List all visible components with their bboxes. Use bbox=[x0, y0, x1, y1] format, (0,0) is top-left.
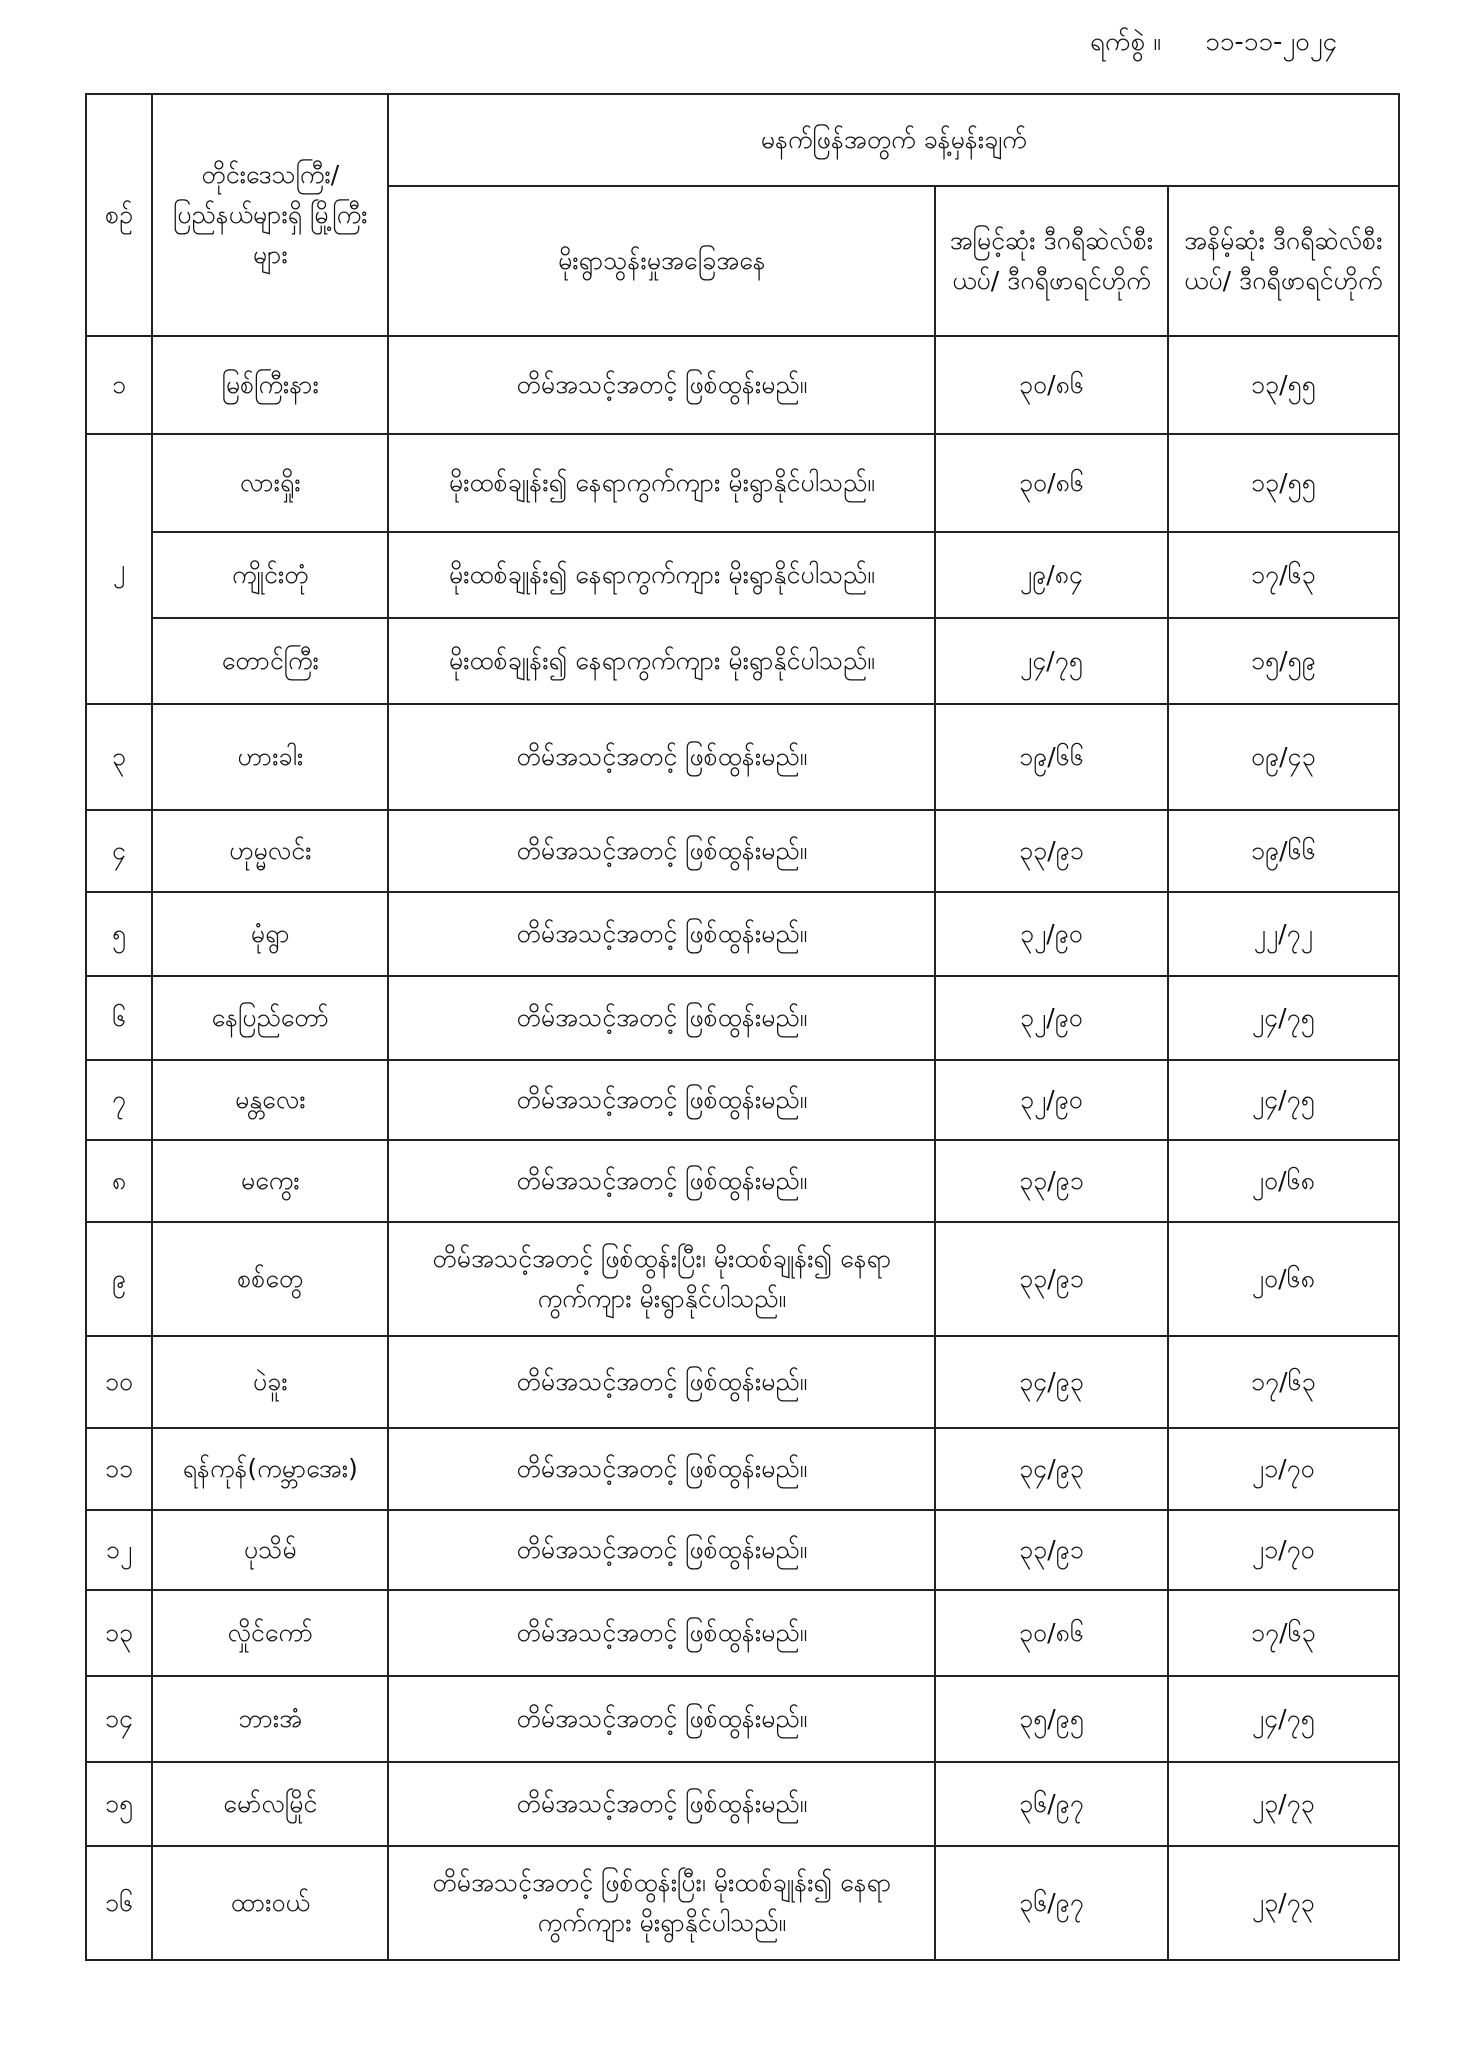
row-min: ၁၅/၅၉ bbox=[1168, 618, 1399, 704]
row-min: ၁၃/၅၅ bbox=[1168, 336, 1399, 434]
row-city: ဟုမ္မလင်း bbox=[152, 810, 388, 892]
row-no: ၁၁ bbox=[86, 1428, 152, 1510]
row-min: ၁၇/၆၃ bbox=[1168, 532, 1399, 618]
table-row bbox=[86, 336, 1399, 434]
row-city: ပဲခူး bbox=[152, 1336, 388, 1428]
row-max: ၃၀/၈၆ bbox=[935, 336, 1167, 434]
table-row bbox=[86, 532, 1399, 618]
row-no: ၇ bbox=[86, 1060, 152, 1140]
row-condition: တိမ်အသင့်အတင့် ဖြစ်ထွန်းမည်။ bbox=[388, 1510, 935, 1590]
row-condition: တိမ်အသင့်အတင့် ဖြစ်ထွန်းမည်။ bbox=[388, 1060, 935, 1140]
row-no: ၁၂ bbox=[86, 1510, 152, 1590]
table-row bbox=[86, 810, 1399, 892]
row-city: လားရှိုး bbox=[152, 434, 388, 532]
row-min: ၁၉/၆၆ bbox=[1168, 810, 1399, 892]
row-max: ၃၃/၉၁ bbox=[935, 810, 1167, 892]
row-condition: တိမ်အသင့်အတင့် ဖြစ်ထွန်းမည်။ bbox=[388, 1336, 935, 1428]
header-forecast-group: မနက်ဖြန်အတွက် ခန့်မှန်းချက် bbox=[388, 94, 1399, 186]
table-row bbox=[86, 618, 1399, 704]
row-condition: တိမ်အသင့်အတင့် ဖြစ်ထွန်းမည်။ bbox=[388, 1140, 935, 1222]
row-no: ၁၀ bbox=[86, 1336, 152, 1428]
row-no: ၁၅ bbox=[86, 1762, 152, 1846]
table-row bbox=[86, 1676, 1399, 1762]
row-city: ရန်ကုန်(ကမ္ဘာအေး) bbox=[152, 1428, 388, 1510]
row-no: ၈ bbox=[86, 1140, 152, 1222]
row-no: ၆ bbox=[86, 976, 152, 1060]
row-city: ဘားအံ bbox=[152, 1676, 388, 1762]
row-condition: တိမ်အသင့်အတင့် ဖြစ်ထွန်းမည်။ bbox=[388, 1762, 935, 1846]
row-city: မကွေး bbox=[152, 1140, 388, 1222]
row-city: ပုသိမ် bbox=[152, 1510, 388, 1590]
row-no: ၁၃ bbox=[86, 1590, 152, 1676]
row-condition: တိမ်အသင့်အတင့် ဖြစ်ထွန်းပြီး၊ မိုးထစ်ချုန်း၍ နေရာကွက်ကျား မိုးရွာနိုင်ပါသည်။ bbox=[388, 1846, 935, 1960]
header-no: စဉ် bbox=[86, 94, 152, 336]
row-no: ၁၄ bbox=[86, 1676, 152, 1762]
table-row bbox=[86, 1510, 1399, 1590]
row-max: ၃၂/၉၀ bbox=[935, 976, 1167, 1060]
row-condition: တိမ်အသင့်အတင့် ဖြစ်ထွန်းမည်။ bbox=[388, 336, 935, 434]
table-row bbox=[86, 704, 1399, 810]
table-row bbox=[86, 1846, 1399, 1960]
row-min: ၂၄/၇၅ bbox=[1168, 976, 1399, 1060]
row-city: မော်လမြိုင် bbox=[152, 1762, 388, 1846]
row-city: နေပြည်တော် bbox=[152, 976, 388, 1060]
row-max: ၃၀/၈၆ bbox=[935, 434, 1167, 532]
row-max: ၃၆/၉၇ bbox=[935, 1846, 1167, 1960]
row-city: စစ်တွေ bbox=[152, 1222, 388, 1336]
row-max: ၃၂/၉၀ bbox=[935, 892, 1167, 976]
row-max: ၃၃/၉၁ bbox=[935, 1222, 1167, 1336]
header-city: တိုင်းဒေသကြီး/ ပြည်နယ်များရှိ မြို့ကြီးများ bbox=[152, 94, 388, 336]
row-no: ၃ bbox=[86, 704, 152, 810]
row-min: ၁၇/၆၃ bbox=[1168, 1336, 1399, 1428]
row-min: ၁၇/၆၃ bbox=[1168, 1590, 1399, 1676]
table-row bbox=[86, 1222, 1399, 1336]
row-condition: မိုးထစ်ချုန်း၍ နေရာကွက်ကျား မိုးရွာနိုင်ပါသည်။ bbox=[388, 434, 935, 532]
row-city: မန္တလေး bbox=[152, 1060, 388, 1140]
row-condition: တိမ်အသင့်အတင့် ဖြစ်ထွန်းမည်။ bbox=[388, 810, 935, 892]
header-max-temp: အမြင့်ဆုံး ဒီဂရီဆဲလ်စီးယပ်/ ဒီဂရီဖာရင်ဟိုက် bbox=[935, 186, 1167, 336]
table-row bbox=[86, 434, 1399, 532]
row-max: ၃၆/၉၇ bbox=[935, 1762, 1167, 1846]
row-max: ၂၉/၈၄ bbox=[935, 532, 1167, 618]
row-max: ၃၃/၉၁ bbox=[935, 1510, 1167, 1590]
row-min: ၂၁/၇၀ bbox=[1168, 1428, 1399, 1510]
row-no: ၂ bbox=[86, 434, 152, 704]
row-min: ၂၄/၇၅ bbox=[1168, 1676, 1399, 1762]
row-min: ၂၁/၇၀ bbox=[1168, 1510, 1399, 1590]
row-city: တောင်ကြီး bbox=[152, 618, 388, 704]
row-max: ၃၀/၈၆ bbox=[935, 1590, 1167, 1676]
header-min-temp: အနိမ့်ဆုံး ဒီဂရီဆဲလ်စီးယပ်/ ဒီဂရီဖာရင်ဟိုက် bbox=[1168, 186, 1399, 336]
row-city: ကျိုင်းတုံ bbox=[152, 532, 388, 618]
row-min: ၂၃/၇၃ bbox=[1168, 1846, 1399, 1960]
row-min: ၂၀/၆၈ bbox=[1168, 1140, 1399, 1222]
row-city: မုံရွာ bbox=[152, 892, 388, 976]
row-condition: တိမ်အသင့်အတင့် ဖြစ်ထွန်းမည်။ bbox=[388, 892, 935, 976]
row-city: မြစ်ကြီးနား bbox=[152, 336, 388, 434]
row-no: ၁ bbox=[86, 336, 152, 434]
table-row bbox=[86, 1336, 1399, 1428]
row-min: ၂၄/၇၅ bbox=[1168, 1060, 1399, 1140]
row-city: ဟားခါး bbox=[152, 704, 388, 810]
row-condition: တိမ်အသင့်အတင့် ဖြစ်ထွန်းမည်။ bbox=[388, 1590, 935, 1676]
row-condition: တိမ်အသင့်အတင့် ဖြစ်ထွန်းမည်။ bbox=[388, 976, 935, 1060]
table-row bbox=[86, 1428, 1399, 1510]
row-min: ၀၉/၄၃ bbox=[1168, 704, 1399, 810]
table-row bbox=[86, 1060, 1399, 1140]
row-min: ၁၃/၅၅ bbox=[1168, 434, 1399, 532]
row-max: ၃၄/၉၃ bbox=[935, 1428, 1167, 1510]
table-row bbox=[86, 1590, 1399, 1676]
row-city: လှိုင်ကော် bbox=[152, 1590, 388, 1676]
row-max: ၃၅/၉၅ bbox=[935, 1676, 1167, 1762]
forecast-table bbox=[85, 93, 1400, 1961]
row-min: ၂၃/၇၃ bbox=[1168, 1762, 1399, 1846]
row-max: ၃၄/၉၃ bbox=[935, 1336, 1167, 1428]
header-condition: မိုးရွာသွန်းမှုအခြေအနေ bbox=[388, 186, 935, 336]
row-condition: မိုးထစ်ချုန်း၍ နေရာကွက်ကျား မိုးရွာနိုင်ပါသည်။ bbox=[388, 532, 935, 618]
row-max: ၂၄/၇၅ bbox=[935, 618, 1167, 704]
row-condition: မိုးထစ်ချုန်း၍ နေရာကွက်ကျား မိုးရွာနိုင်ပါသည်။ bbox=[388, 618, 935, 704]
row-city: ထားဝယ် bbox=[152, 1846, 388, 1960]
date-value: ၁၁-၁၁-၂၀၂၄ bbox=[1205, 27, 1338, 57]
row-no: ၁၆ bbox=[86, 1846, 152, 1960]
row-no: ၉ bbox=[86, 1222, 152, 1336]
row-condition: တိမ်အသင့်အတင့် ဖြစ်ထွန်းမည်။ bbox=[388, 704, 935, 810]
row-no: ၅ bbox=[86, 892, 152, 976]
row-no: ၄ bbox=[86, 810, 152, 892]
row-min: ၂၀/၆၈ bbox=[1168, 1222, 1399, 1336]
date-line bbox=[1090, 24, 1337, 63]
row-max: ၁၉/၆၆ bbox=[935, 704, 1167, 810]
table-row bbox=[86, 1762, 1399, 1846]
row-condition: တိမ်အသင့်အတင့် ဖြစ်ထွန်းမည်။ bbox=[388, 1428, 935, 1510]
row-min: ၂၂/၇၂ bbox=[1168, 892, 1399, 976]
row-max: ၃၃/၉၁ bbox=[935, 1140, 1167, 1222]
table-row bbox=[86, 976, 1399, 1060]
row-condition: တိမ်အသင့်အတင့် ဖြစ်ထွန်းပြီး၊ မိုးထစ်ချုန်း၍ နေရာကွက်ကျား မိုးရွာနိုင်ပါသည်။ bbox=[388, 1222, 935, 1336]
table-row bbox=[86, 892, 1399, 976]
row-condition: တိမ်အသင့်အတင့် ဖြစ်ထွန်းမည်။ bbox=[388, 1676, 935, 1762]
table-row bbox=[86, 1140, 1399, 1222]
row-max: ၃၂/၉၀ bbox=[935, 1060, 1167, 1140]
date-label: ရက်စွဲ ။ bbox=[1090, 27, 1162, 57]
